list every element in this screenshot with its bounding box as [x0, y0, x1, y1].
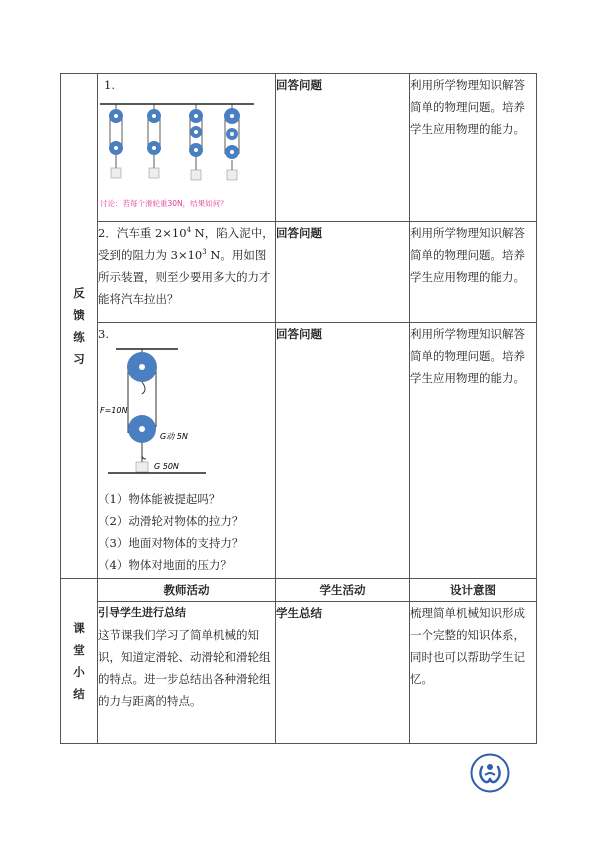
question-number: 1. [104, 78, 115, 92]
section-char: 馈 [73, 308, 85, 322]
question-3-cell [98, 323, 276, 579]
section-char: 课 [73, 621, 85, 635]
practice-row-1 [61, 74, 537, 222]
student-activity: 回答问题 [276, 323, 410, 579]
section-char: 反 [73, 286, 85, 300]
section-label-practice [61, 74, 98, 579]
section-label-summary [61, 579, 98, 744]
sub-question: （3）地面对物体的支持力？ [98, 536, 244, 550]
design-intent: 利用所学物理知识解答简单的物理问题。培养学生应用物理的能力。 [410, 222, 537, 323]
summary-body: 这节课我们学习了简单机械的知识，知道定滑轮、动滑轮和滑轮组的特点。进一步总结出各种滑轮组的力与距离的特点。 [98, 628, 271, 708]
design-intent: 利用所学物理知识解答简单的物理问题。培养学生应用物理的能力。 [410, 74, 537, 222]
force-label: F=10N [100, 406, 128, 415]
header-student: 学生活动 [276, 579, 410, 602]
sub-question-list [98, 488, 275, 576]
summary-student: 学生总结 [276, 602, 410, 744]
student-activity: 回答问题 [276, 74, 410, 222]
summary-intent: 梳理简单机械知识形成一个完整的知识体系，同时也可以帮助学生记忆。 [410, 602, 537, 744]
object-weight-label: G 50N [154, 462, 179, 471]
figure-caption: 讨论：若每个滑轮重30N，结果如何？ [100, 199, 228, 208]
section-char: 习 [73, 352, 85, 366]
section-char: 练 [73, 330, 85, 344]
summary-title: 引导学生进行总结 [98, 606, 186, 619]
student-activity: 回答问题 [276, 222, 410, 323]
sub-question: （4）物体对地面的压力？ [98, 558, 232, 572]
question-text: N，陷入泥中，受到的阻力为 3×10 [98, 226, 274, 262]
header-intent: 设计意图 [410, 579, 537, 602]
movable-pulley-figure [98, 347, 218, 481]
header-teacher: 教师活动 [98, 579, 276, 602]
summary-header-row [61, 579, 537, 602]
section-char: 结 [73, 687, 85, 701]
question-number: 3. [98, 327, 109, 341]
sub-question: （1）物体能被提起吗？ [98, 492, 221, 506]
summary-row [61, 602, 537, 744]
practice-row-3 [61, 323, 537, 579]
sub-question: （2）动滑轮对物体的拉力？ [98, 514, 244, 528]
question-text: N。用如图所示装置，则至少要用多大的力才能将汽车拉出？ [98, 248, 271, 306]
design-intent: 利用所学物理知识解答简单的物理问题。培养学生应用物理的能力。 [410, 323, 537, 579]
practice-row-2 [61, 222, 537, 323]
pulley-weight-label: G动 5N [160, 432, 188, 441]
exponent: 3 [202, 248, 207, 257]
summary-teacher-cell [98, 602, 276, 744]
question-1-cell [98, 74, 276, 222]
exponent: 4 [186, 226, 192, 235]
school-logo [470, 753, 510, 793]
pulley-systems-figure [98, 98, 258, 210]
section-char: 堂 [73, 643, 85, 657]
question-2-cell [98, 222, 276, 323]
section-char: 小 [73, 665, 85, 679]
lesson-table [60, 73, 537, 744]
question-text: 2．汽车重 2×10 [98, 226, 187, 240]
